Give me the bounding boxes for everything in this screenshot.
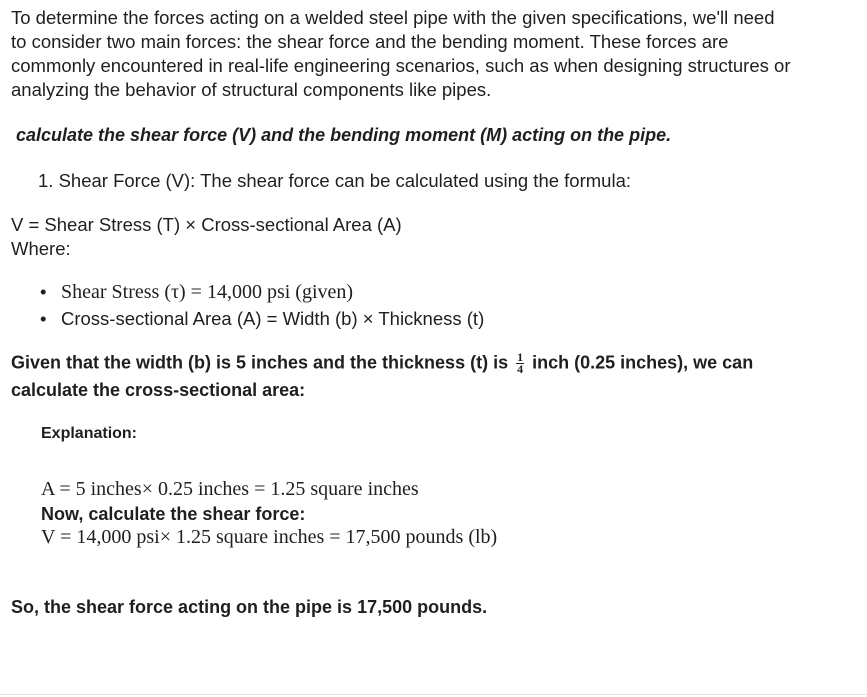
divider (0, 694, 867, 695)
bullet-icon: • (40, 308, 47, 329)
force-equation: V = 14,000 psi× 1.25 square inches = 17,500 pounds (lb) (41, 526, 498, 548)
area-equation: A = 5 inches× 0.25 inches = 1.25 square inches (41, 478, 419, 500)
conclusion: So, the shear force acting on the pipe is 17,500 pounds. (11, 597, 488, 617)
now-label: Now, calculate the shear force: (41, 504, 306, 524)
shear-force-formula: V = Shear Stress (T) × Cross-sectional Area (A) (11, 214, 402, 235)
intro-line: to consider two main forces: the shear force and the bending moment. These forces are (11, 31, 729, 52)
fraction-numerator: 1 (517, 350, 524, 364)
fraction (516, 352, 524, 375)
intro-line: analyzing the behavior of structural components like pipes. (11, 79, 492, 100)
fraction-denominator: 4 (517, 362, 524, 376)
list-item (40, 281, 353, 304)
intro-paragraph (11, 6, 861, 102)
given-text-before: Given that the width (b) is 5 inches and the thickness (t) is (11, 352, 509, 373)
explanation-label: Explanation: (41, 425, 138, 442)
section-heading: calculate the shear force (V) and the bending moment (M) acting on the pipe. (16, 125, 672, 145)
given-statement-line2: calculate the cross-sectional area: (11, 380, 306, 400)
bullet-text: Cross-sectional Area (A) = Width (b) × Thickness (t) (61, 308, 485, 329)
where-label: Where: (11, 238, 71, 259)
step-1-text: 1. Shear Force (V): The shear force can be calculated using the formula: (38, 170, 631, 191)
bullet-text: Shear Stress (τ) = 14,000 psi (given) (61, 281, 354, 303)
intro-line: commonly encountered in real-life engineering scenarios, such as when designing structures or (11, 55, 791, 76)
bullet-icon: • (40, 281, 47, 302)
given-statement (11, 352, 753, 375)
intro-line: To determine the forces acting on a welded steel pipe with the given specifications, we'll need (11, 7, 775, 28)
list-item (40, 308, 484, 330)
given-text-after: inch (0.25 inches), we can (532, 352, 754, 373)
